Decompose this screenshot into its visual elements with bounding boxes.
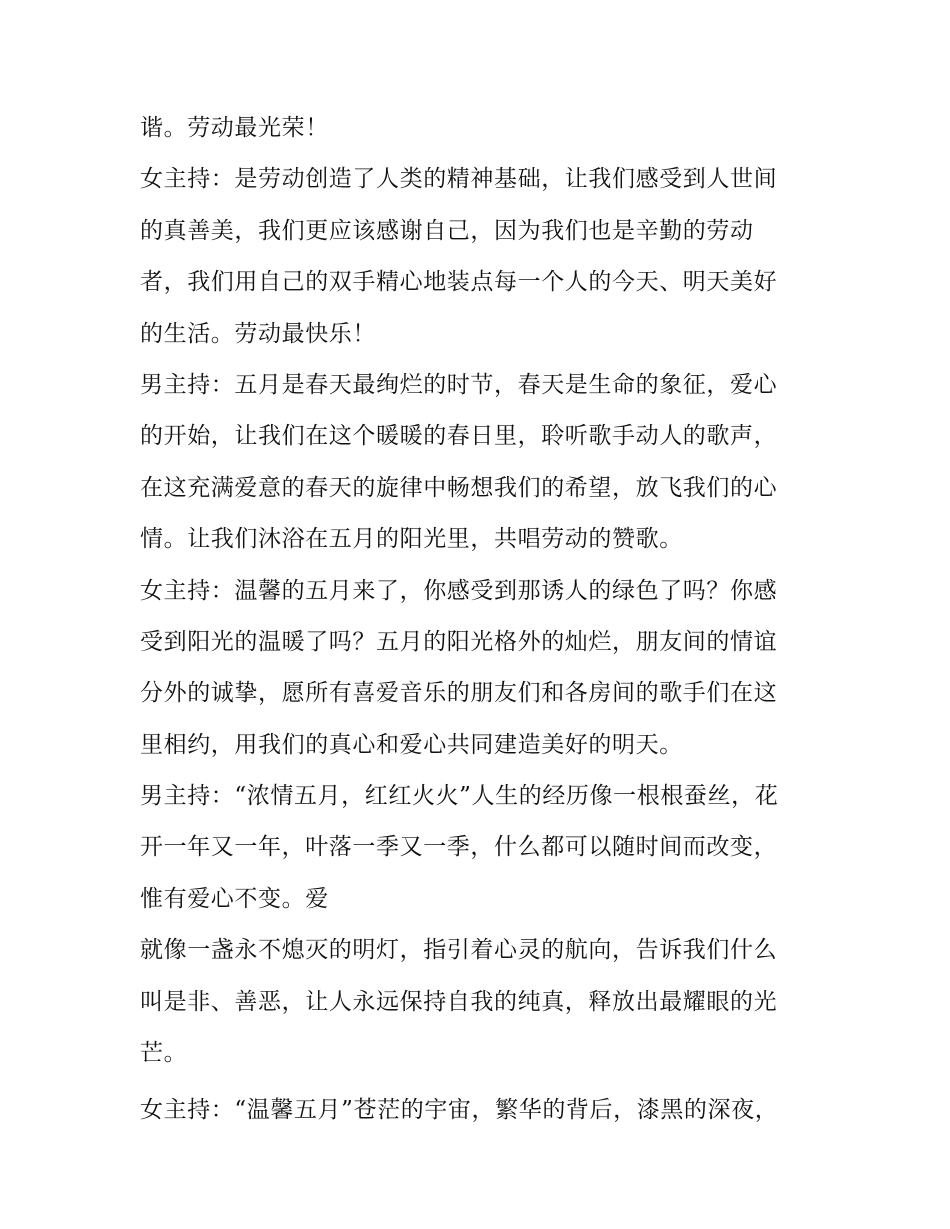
text-line: 叫是非、善恶，让人永远保持自我的纯真，释放出最耀眼的光 <box>140 988 778 1015</box>
text-line: 女主持：是劳动创造了人类的精神基础，让我们感受到人世间 <box>140 166 778 193</box>
text-line: 男主持：“浓情五月，红红火火”人生的经历像一根根蚕丝，花 <box>140 783 779 810</box>
text-line: 惟有爱心不变。爱 <box>140 885 329 912</box>
text-line: 就像一盏永不熄灭的明灯，指引着心灵的航向，告诉我们什么 <box>140 937 778 964</box>
text-line: 情。让我们沐浴在五月的阳光里，共唱劳动的赞歌。 <box>140 526 683 553</box>
text-line: 分外的诚挚，愿所有喜爱音乐的朋友们和各房间的歌手们在这 <box>140 680 778 707</box>
text-line: 的开始，让我们在这个暖暖的春日里，聆听歌手动人的歌声， <box>140 423 778 450</box>
text-line: 在这充满爱意的春天的旋律中畅想我们的希望，放飞我们的心 <box>140 474 778 501</box>
text-line: 受到阳光的温暖了吗？五月的阳光格外的灿烂，朋友间的情谊 <box>140 628 778 655</box>
text-line: 女主持：“温馨五月”苍茫的宇宙，繁华的背后，漆黑的深夜， <box>140 1097 779 1124</box>
text-line: 的生活。劳动最快乐！ <box>140 320 376 347</box>
text-line: 女主持：温馨的五月来了，你感受到那诱人的绿色了吗？你感 <box>140 577 778 604</box>
text-line: 开一年又一年，叶落一季又一季，什么都可以随时间而改变， <box>140 834 778 861</box>
document-body <box>140 103 820 1137</box>
text-line: 者，我们用自己的双手精心地装点每一个人的今天、明天美好 <box>140 269 778 296</box>
text-line: 芒。 <box>140 1040 188 1067</box>
text-line: 里相约，用我们的真心和爱心共同建造美好的明天。 <box>140 731 683 758</box>
text-line: 男主持：五月是春天最绚烂的时节，春天是生命的象征，爱心 <box>140 371 778 398</box>
text-line: 谐。劳动最光荣！ <box>140 115 329 141</box>
text-line: 的真善美，我们更应该感谢自己，因为我们也是辛勤的劳动 <box>140 217 754 244</box>
